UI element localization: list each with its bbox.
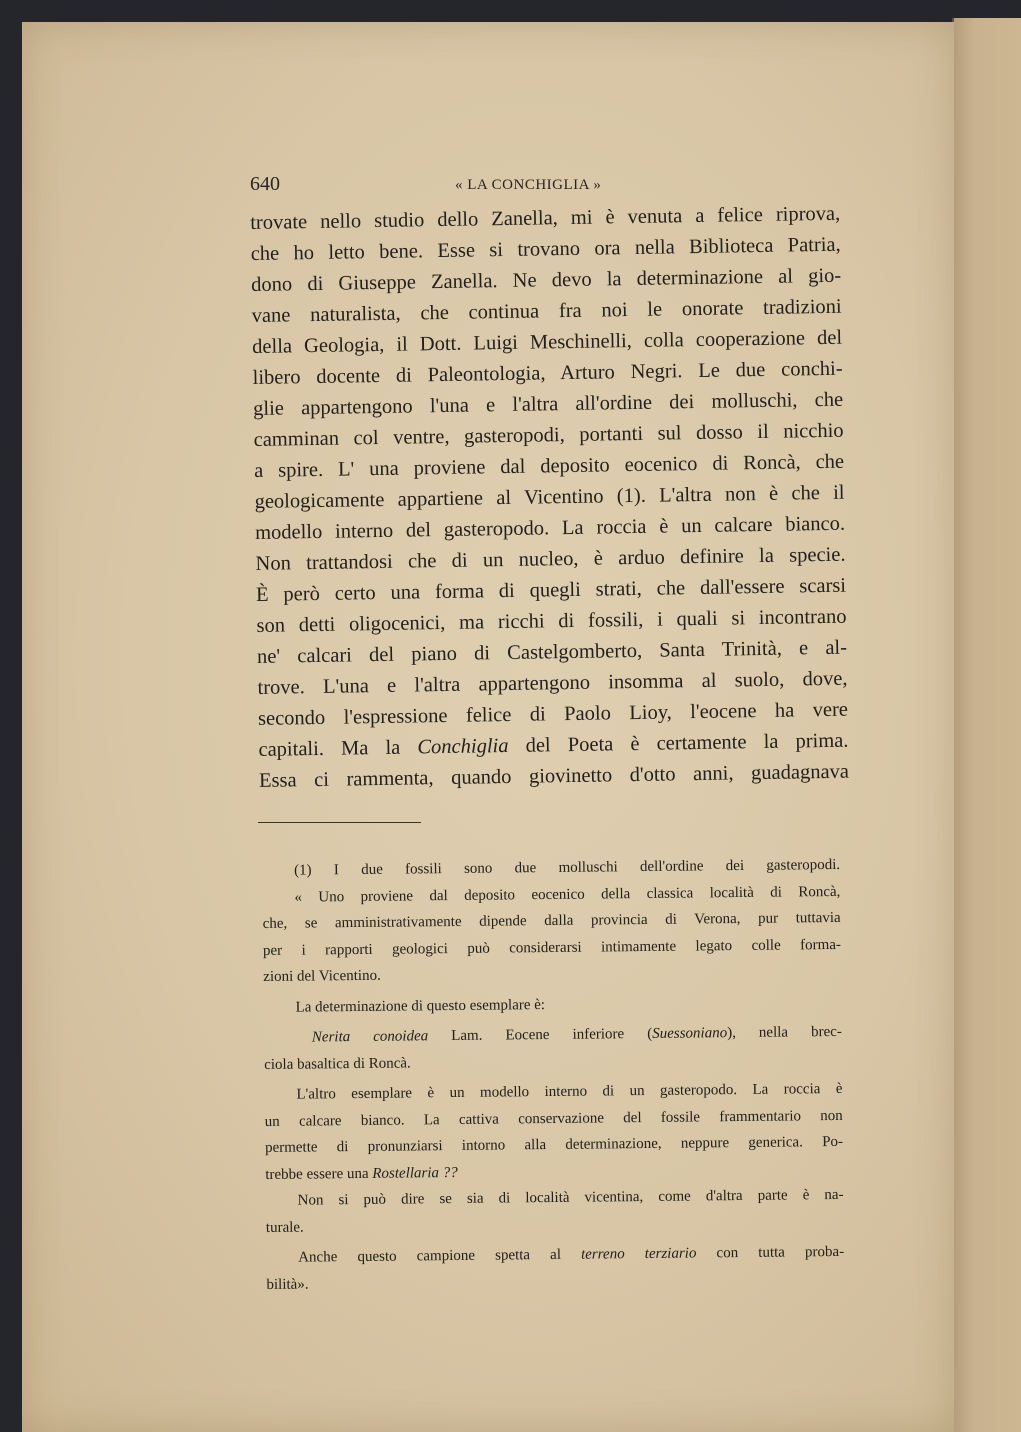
text-fragment: del Poeta è certamente la prima. — [508, 729, 849, 758]
text-fragment: capitali. Ma la — [258, 736, 418, 761]
text-line: geologicamente appartiene al Vicentino (1). L'altra non è che il — [254, 481, 845, 513]
footnote-line: (1) I due fossili sono due molluschi dell'ordine dei gasteropodi. — [294, 856, 841, 879]
footnote-line: La determinazione di questo esemplare è: — [295, 996, 546, 1016]
text-line: modello interno del gasteropodo. La roccia è un calcare bianco. — [254, 512, 846, 544]
main-text — [250, 199, 849, 797]
text-fragment: Lam. Eocene inferiore ( — [428, 1025, 653, 1045]
species-name: Nerita conoidea — [311, 1028, 429, 1046]
italic-title: Conchiglia — [417, 735, 509, 759]
text-line: secondo l'espressione felice di Paolo Lioy, l'eocene ha vere — [257, 698, 849, 730]
text-fragment: con tutta proba- — [696, 1243, 845, 1262]
italic-term: terreno terziario — [580, 1245, 697, 1263]
text-line: Non trattandosi che di un nucleo, è arduo definire la specie. — [255, 543, 846, 575]
text-line: della Geologia, il Dott. Luigi Meschinelli, colla cooperazione del — [252, 326, 843, 358]
text-line: glie appartengono l'una e l'altra all'ordine dei molluschi, che — [252, 388, 844, 420]
page-header — [230, 173, 770, 199]
text-line: È però certo una forma di quegli strati, che dall'essere scarsi — [255, 574, 847, 606]
page-number: 640 — [250, 173, 280, 195]
text-fragment: trebbe essere una — [265, 1165, 373, 1183]
footnote-line: permette di pronunziarsi intorno alla determinazione, neppure generica. Po- — [264, 1133, 844, 1156]
footnote-line: turale. — [265, 1219, 304, 1236]
text-line: camminan col ventre, gasteropodi, portanti sul dosso il nicchio — [253, 419, 844, 451]
footnote-line: bilità». — [266, 1276, 309, 1293]
text-fragment: ), nella brec- — [727, 1023, 842, 1042]
footnote-line: un calcare bianco. La cattiva conservazione del fossile frammentario non — [264, 1107, 843, 1130]
footnote-line: L'altro esemplare è un modello interno di un gasteropodo. La roccia è — [296, 1080, 843, 1103]
footnote-separator — [258, 822, 421, 823]
text-line: trovate nello studio dello Zanella, mi è venuta a felice riprova, — [250, 202, 841, 234]
text-fragment: Anche questo campione spetta al — [298, 1246, 582, 1266]
footnote-line: ciola basaltica di Roncà. — [264, 1054, 411, 1073]
text-line: vane naturalista, che continua fra noi le onorate tradizioni — [251, 295, 842, 327]
text-line: a spire. L' una proviene dal deposito eocenico di Roncà, che — [253, 450, 845, 482]
text-line: dono di Giuseppe Zanella. Ne devo la determinazione al gio- — [251, 264, 842, 296]
footnote — [262, 852, 845, 1298]
footnote-line: zioni del Vicentino. — [263, 967, 381, 985]
period-name: Suessoniano — [652, 1025, 728, 1042]
text-line: son detti oligocenici, ma ricchi di fossili, i quali si incontrano — [256, 605, 847, 637]
footnote-line: Non si può dire se sia di località vicentina, come d'altra parte è na- — [297, 1186, 844, 1209]
text-line: libero docente di Paleontologia, Arturo Negri. Le due conchi- — [252, 357, 843, 389]
text-line: trove. L'una e l'altra appartengono insomma al suolo, dove, — [257, 667, 848, 699]
running-title: « LA CONCHIGLIA » — [455, 177, 602, 193]
footnote-line: « Uno proviene dal deposito eocenico della classica località di Roncà, — [294, 883, 841, 906]
facing-page-edge — [952, 18, 1021, 1432]
genus-name: Rostellaria ?? — [372, 1164, 458, 1182]
footnote-line: che, se amministrativamente dipende dalla provincia di Verona, pur tuttavia — [262, 909, 841, 932]
footnote-line: per i rapporti geologici può considerarsi intimamente legato colle forma- — [262, 936, 842, 959]
text-line: ne' calcari del piano di Castelgomberto, Santa Trinità, e al- — [256, 636, 848, 668]
text-line: Essa ci rammenta, quando giovinetto d'otto anni, guadagnava — [258, 760, 850, 792]
text-line: che ho letto bene. Esse si trovano ora nella Biblioteca Patria, — [250, 233, 841, 265]
